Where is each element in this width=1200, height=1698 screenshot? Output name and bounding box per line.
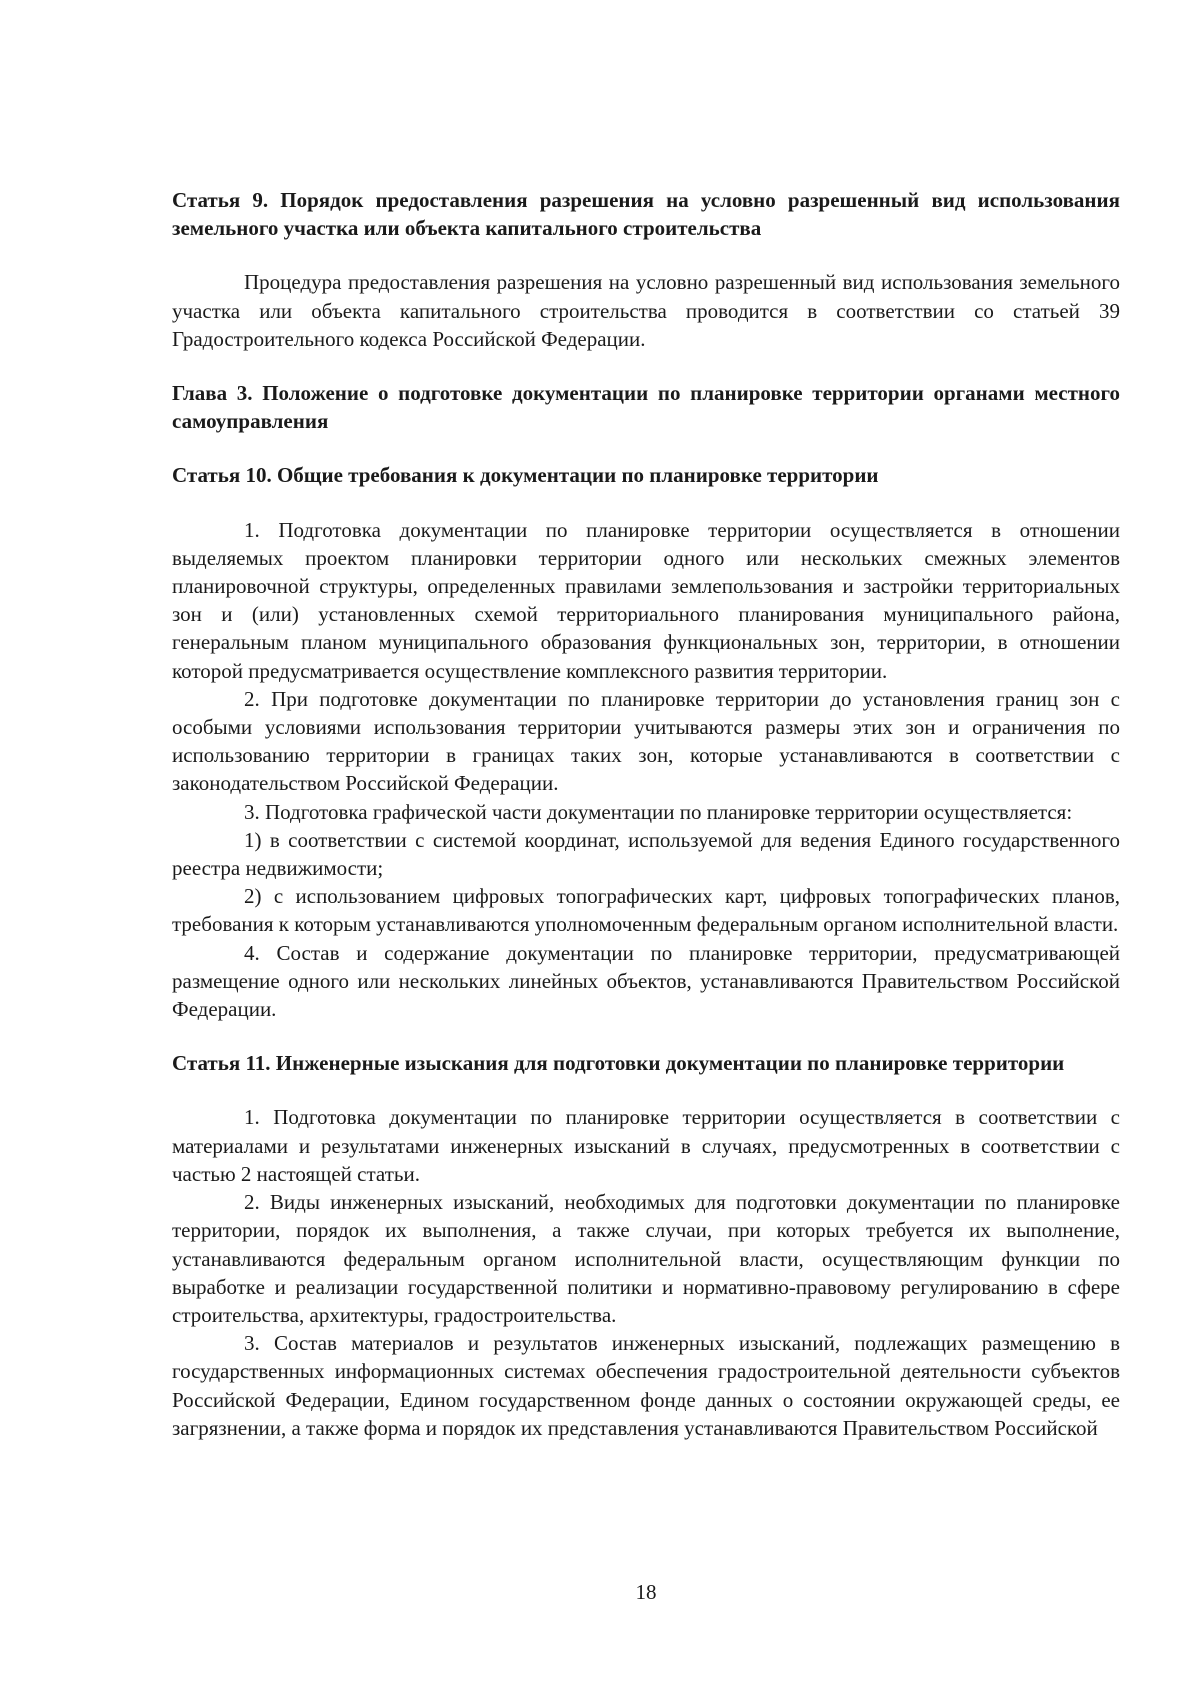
article-10-subitem-1: 1) в соответствии с системой координат, используемой для ведения Единого государственного реестра недвижимости; (172, 827, 1120, 881)
article-10-paragraph-4: 4. Состав и содержание документации по планировке территории, предусматривающей размещение одного или нескольких линейных объектов, устанавливаются Правительством Российской Федерации. (172, 940, 1120, 1022)
article-9-paragraph: Процедура предоставления разрешения на условно разрешенный вид использования земельного участка или объекта капитального строительства проводится в соответствии со статьей 39 Градостроительного кодекса Российской Федерации. (172, 270, 1120, 351)
article-10-subitem-2: 2) с использованием цифровых топографических карт, цифровых топографических планов, требования к которым устанавливаются уполномоченным федеральным органом исполнительной власти. (172, 884, 1120, 937)
article-10-paragraph-1: 1. Подготовка документации по планировке территории осуществляется в отношении выделяемых проектом планировки территории одного или нескольких смежных элементов планировочной структуры, определенных правилами землепользования и застройки территориальных зон и (или) установленных схемой территориального планирования муниципального района, генеральным планом муниципального образования функциональных зон, территории, в отношении которой предусматривается осуществление комплексного развития территории. (172, 517, 1120, 683)
chapter-3-heading: Глава 3. Положение о подготовке документации по планировке территории органами местного самоуправления (172, 381, 1120, 434)
document-page (172, 186, 1120, 1442)
article-10-paragraph-2: 2. При подготовке документации по планировке территории до установления границ зон с особыми условиями использования территории учитываются размеры этих зон и ограничения по использованию территории в границах таких зон, которые устанавливаются в соответствии с законодательством Российской Федерации. (172, 686, 1120, 796)
page-number: 18 (635, 1580, 657, 1604)
article-11-paragraph-1: 1. Подготовка документации по планировке территории осуществляется в соответствии с материалами и результатами инженерных изысканий в случаях, предусмотренных в соответствии с частью 2 настоящей статьи. (172, 1105, 1120, 1186)
article-10-paragraph-3: 3. Подготовка графической части документации по планировке территории осуществляется: (244, 799, 1073, 824)
article-11-heading: Статья 11. Инженерные изыскания для подготовки документации по планировке территории (172, 1051, 1065, 1076)
article-11-paragraph-3: 3. Состав материалов и результатов инженерных изысканий, подлежащих размещению в государственных информационных системах обеспечения градостроительной деятельности субъектов Российской Федерации, Едином государственном фонде данных о состоянии окружающей среды, ее загрязнении, а также форма и порядок их представления устанавливаются Правительством Российской (172, 1331, 1120, 1440)
article-10-heading: Статья 10. Общие требования к документации по планировке территории (172, 463, 879, 488)
article-11-paragraph-2: 2. Виды инженерных изысканий, необходимых для подготовки документации по планировке территории, порядок их выполнения, а также случаи, при которых требуется их выполнение, устанавливаются федеральным органом исполнительной власти, осуществляющим функции по выработке и реализации государственной политики и нормативно-правовому регулированию в сфере строительства, архитектуры, градостроительства. (172, 1190, 1120, 1327)
article-9-heading: Статья 9. Порядок предоставления разрешения на условно разрешенный вид использования земельного участка или объекта капитального строительства (172, 188, 1120, 241)
